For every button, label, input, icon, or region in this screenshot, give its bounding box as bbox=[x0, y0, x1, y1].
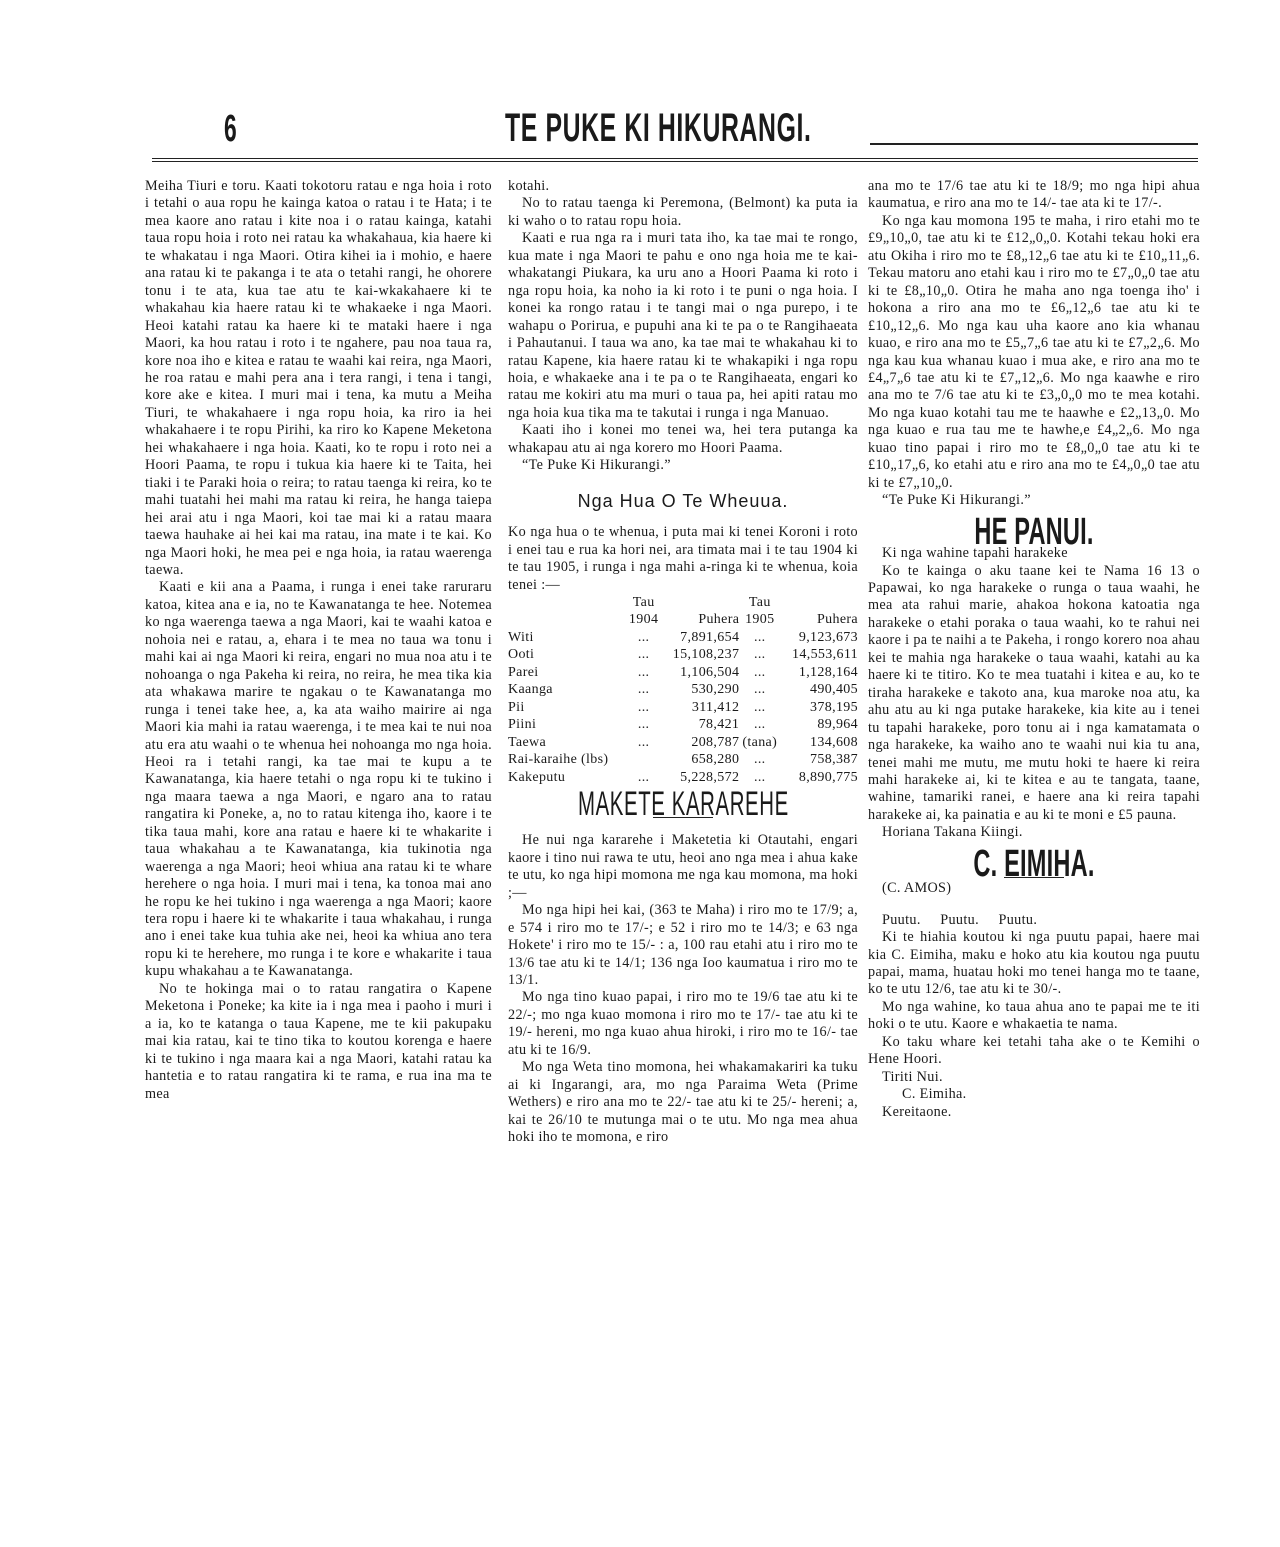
crop-name: Kaanga bbox=[508, 682, 553, 698]
leader-dots: ... bbox=[637, 664, 650, 680]
crop-name: Piini bbox=[508, 717, 537, 733]
leader-dots: ... bbox=[753, 769, 766, 785]
table-row bbox=[508, 629, 858, 646]
leader-dots bbox=[626, 751, 661, 768]
market-heading: MAKETE KARAREHE bbox=[578, 784, 789, 823]
ad-street: Tiriti Nui. bbox=[882, 1068, 943, 1085]
produce-table bbox=[508, 594, 858, 786]
column-1 bbox=[145, 178, 492, 1103]
table-row bbox=[508, 681, 858, 698]
leader-dots: ... bbox=[753, 682, 766, 698]
market-paragraph: Mo nga tino kuao papai, i riro mo te 19/6 tae atu ki te 22/-; mo nga kuao momona i riro mo te 17/- tae atu ki te 19/- hereni, mo nga kuao ahua hiroki, i riro mo te 16/- tae atu ki te 16/9. bbox=[508, 989, 858, 1058]
produce-heading: Nga Hua O Te Wheuua. bbox=[577, 490, 789, 511]
leader-dots: ... bbox=[637, 734, 650, 750]
value-1904: 15,108,237 bbox=[672, 647, 740, 663]
value-1905: 758,387 bbox=[810, 752, 858, 768]
table-row bbox=[508, 751, 858, 768]
value-1905: 89,964 bbox=[817, 717, 858, 733]
ad-heading: C. EIMIHA. bbox=[973, 842, 1095, 885]
leader-dots: ... bbox=[637, 647, 650, 663]
crop-name: Pii bbox=[508, 699, 525, 715]
article-paragraph: Kaati iho i konei mo tenei wa, hei tera putanga ka whakapau atu ai nga korero mo Hoori Paama. bbox=[508, 422, 858, 456]
crop-name: Ooti bbox=[508, 647, 535, 663]
table-row bbox=[508, 734, 858, 751]
ad-tagline: Puutu. Puutu. Puutu. bbox=[882, 911, 1038, 928]
leader-dots: ... bbox=[753, 664, 766, 680]
value-1905: 1,128,164 bbox=[798, 664, 858, 680]
article-paragraph: Kaati e rua nga ra i muri tata iho, ka tae mai te rongo, kua mate i nga Maori te pahu e ono nga hoia me te kai-whakatangi Piukara, ka uru ano a Hoori Paama ki roto i nga ropu hoia, ka noho ia ki roto i te puni o nga hoia. I konei ka rongo ratau i te tangi mai o nga purepo, i te wahapu o Porirua, e pupuhi ana ki te pa o te Rangihaeata i Pahautanui. I taua wa ano, ka tae mai te whakahau ki to ratau Kapene, kia haere ratau ki te whakapiki i nga ropu hoia, e whakaeke ana i te pa o te Rangihaeata, engari ko ratau me kokiri atu ma muri o taua pa, hei apiti ratau mo nga hoia kua tika ma te takutai i runga i nga Manuao. bbox=[508, 230, 858, 421]
value-1905: 378,195 bbox=[810, 699, 858, 715]
crop-name: Taewa bbox=[508, 734, 547, 750]
ad-subheading: (C. AMOS) bbox=[882, 880, 952, 897]
crop-name: Rai-karaihe (lbs) bbox=[508, 752, 609, 768]
value-1905: 134,608 bbox=[810, 734, 858, 750]
value-1904: 311,412 bbox=[691, 699, 740, 715]
crop-name: Witi bbox=[508, 629, 534, 645]
header-puhera-1905: Puhera bbox=[817, 612, 858, 628]
value-1905: 8,890,775 bbox=[798, 769, 858, 785]
value-1904: 208,787 bbox=[691, 734, 740, 750]
leader-dots: ... bbox=[753, 699, 766, 715]
leader-dots: ... bbox=[753, 717, 766, 733]
article-paragraph: kotahi. bbox=[508, 178, 550, 194]
newspaper-title: TE PUKE KI HIKURANGI. bbox=[505, 106, 812, 150]
market-paragraph: Mo nga Weta tino momona, hei whakamakariri ka tuku ai ki Ingarangi, ara, mo nga Paraima Weta (Prime Wethers) e riro ana mo te 22/- tae atu ki te 25/- hereni; a, kai te 26/10 te mutunga mai o te utu. Mo nga mea ahua hoki iho te momona, e riro bbox=[508, 1059, 858, 1146]
leader-dots: ... bbox=[637, 769, 650, 785]
notice-body: Ko te kainga o aku taane kei te Nama 16 13 o Papawai, ko nga harakeke o runga o taua waahi, he mea ata rahui marie, ahakoa hokona katoatia nga harakeke o etahi poraka o taua waahi, ko te rahui nei kaore i pa te naihi a te Pakeha, i rongo korero noa ahau kei te mahia nga harakeke o taua waahi, katahi au ka haere ki te titiro. Ko te mea tuatahi i kitea e au, ko te tiraha harakeke e takoto ana, kua maroke noa atu, ka ahu atu au ki nga putake harakeke, kia kite au i tenei tu tapahi harakeke, poro tonu ai i nga kamatamata o nga harakeke, ka waiho ano te waahi nui kia tu ana, tenei mahi me mutu, me mutu hoki te haere ki reira mahi harakeke ai, ki te kitea e au te tangata, taane, wahine, tamariki ranei, e haere ana ki reira tapahi harakeke ai, ka painatia e au ki te moni e £5 pauna. bbox=[868, 562, 1200, 823]
value-1905: 490,405 bbox=[810, 682, 858, 698]
ad-name: C. Eimiha. bbox=[902, 1086, 967, 1103]
header-tau-1904: Tau bbox=[632, 594, 655, 610]
value-1904: 7,891,654 bbox=[680, 629, 740, 645]
table-row bbox=[508, 646, 858, 663]
article-paragraph: No te hokinga mai o to ratau rangatira o Kapene Meketona i Poneke; ka kite ia i nga mea i paoho i muri i a ia, ko te katanga o taua Kapene, me te kii pakupaku mai kia ratau, kai te tino tika to koutou korenga e haere ki te tukino i nga maara kai a nga Maori, katahi ratau ka hantetia e to ratau rangatira ki te rama, e rua ina ma te mea bbox=[145, 980, 492, 1102]
article-signature: “Te Puke Ki Hikurangi.” bbox=[882, 492, 1031, 509]
article-signature: “Te Puke Ki Hikurangi.” bbox=[522, 457, 671, 474]
value-1904: 658,280 bbox=[691, 752, 740, 768]
table-row bbox=[508, 664, 858, 681]
crop-name: Kakeputu bbox=[508, 769, 566, 785]
value-1904: 530,290 bbox=[691, 682, 740, 698]
leader-dots: ... bbox=[637, 629, 650, 645]
value-1905: 14,553,611 bbox=[792, 647, 858, 663]
crop-name: Parei bbox=[508, 664, 539, 680]
market-paragraph: Ko nga kau momona 195 te maha, i riro etahi mo te £9„10„0, tae atu ki te £12„0„0. Kotahi tekau hoki era atu Okiha i riro mo te £8„12„6 tae atu ki te £10„11„6. Tekau matoru ano etahi kau i riro mo te £7„0„0 tae atu ki te £8„10„0. Otira he maha ano nga toenga iho' i hokona a riro ana mo te £6„12„6 tae atu ki te £10„12„6. Mo nga kau uha kaore ano kia whanau kuao, e riro ana mo te £5„7„6 tae atu ki te £7„2„6. Mo nga kau kua whanau kuao i mua ake, e riro ana mo te £4„7„6 tae atu ki te £7„12„6. Mo nga kaawhe e riro ana mo te 7/6 tae atu ki te £3„0„0 mo te mea kotahi. Mo nga kuao kotahi tau me te haawhe e £2„13„0. Mo nga kuao e rua tau me te hawhe,e £4„2„6. Mo nga kuao tino papai i riro mo te £8„0„0 tae atu ki te £10„17„6, ko etahi atu e riro ana mo te £4„0„0 tae atu ki te £7„10„0. bbox=[868, 212, 1200, 491]
header-puhera-1904: Puhera bbox=[698, 612, 740, 628]
ad-town: Kereitaone. bbox=[882, 1103, 952, 1120]
ad-paragraph: Ko taku whare kei tetahi taha ake o te Kemihi o Hene Hoori. bbox=[868, 1033, 1200, 1068]
article-paragraph: No to ratau taenga ki Peremona, (Belmont) ka puta ia ki waho o to ratau ropu hoia. bbox=[508, 195, 858, 229]
market-paragraph: ana mo te 17/6 tae atu ki te 18/9; mo nga hipi ahua kaumatua, e riro ana mo te 14/- tae ata ki te 17/-. bbox=[868, 178, 1200, 212]
notice-subheading: Ki nga wahine tapahi harakeke bbox=[882, 545, 1068, 562]
value-1904: 1,106,504 bbox=[680, 664, 740, 680]
page-number: 6 bbox=[224, 108, 237, 150]
ad-paragraph: Ki te hiahia koutou ki nga puutu papai, haere mai kia C. Eimiha, maku e hoko atu kia koutou nga puutu papai, mama, huatau hoki mo tenei hanga mo te taane, ko te utu 12/6, tae atu ki te 30/-. bbox=[868, 929, 1200, 998]
notice-signature: Horiana Takana Kiingi. bbox=[882, 824, 1023, 841]
leader-dots: ... bbox=[637, 699, 650, 715]
column-3 bbox=[868, 178, 1200, 1121]
title-rule bbox=[870, 143, 1198, 145]
market-paragraph: He nui nga kararehe i Maketetia ki Otautahi, engari kaore i tino nui rawa te utu, heoi ano nga mea i ahua kake te utu, ko nga hipi momona me nga kau momona, ma hoki ;— bbox=[508, 832, 858, 901]
column-2 bbox=[508, 178, 858, 1147]
leader-dots: ... bbox=[637, 682, 650, 698]
table-header-row bbox=[508, 594, 858, 611]
leader-dots: ... bbox=[753, 629, 766, 645]
article-paragraph: Kaati e kii ana a Paama, i runga i enei take raruraru katoa, kitea ana e ia, no te Kawanatanga te hee. Notemea ko nga waerenga taewa a nga Maori, kai te waahi katoa e nohoia nei e ratau, a, ehara i te mea no taua wa tonu i mahi kai ai nga Maori ki reira, engari no mua noa atu i te nohoanga o nga Pakeha ki reira, no reira, he mea tika kia ata whakawa marire te ngakau o te Kawanatanga mo runga i tenei take hee, a, ka ata waiho mairire ai nga Maori kia mahi ia ratau waerenga, i te mea kai te nui noa atu era atu waahi o te whenua hei nohoanga mo nga hoia. Heoi ra i tetahi rangi, ka tae mai te kupu a te Kawanatanga, kia haere tetahi o nga ropu ki te tukino i nga maara taewa a nga Maori, e ngaro ana to ratau rangatira ki Poneke, a, no to ratau kitenga iho, kaore i te tika taua mahi, kore ana ratau e haere ki te whakarite i taua whakahau a te Kawanatanga, kia tukinotia nga waerenga a nga Maori; heoi whiua ana ratau ki te whare herehere o nga hoia. I muri mai i tena, ka tonoa mai ano he ropu ke hei tukino i nga waerenga a nga Maori; kaore tera ropu i haere ki te whakarite i taua whakahau, i runga ano i enei take kua tuhia ake nei, heoi ka whiua ano tera ropu ki te herehere, mo runga i te kore e whakarite i taua kupu whakahau a te Kawanatanga. bbox=[145, 579, 492, 980]
table-header-row bbox=[508, 611, 858, 628]
value-1904: 5,228,572 bbox=[680, 769, 740, 785]
ad-paragraph: Mo nga wahine, ko taua ahua ano te papai me te iti hoki o te utu. Kaore e whakaetia te nama. bbox=[868, 998, 1200, 1033]
table-row bbox=[508, 699, 858, 716]
header-year-1904: 1904 bbox=[628, 612, 659, 628]
header-year-1905: 1905 bbox=[745, 612, 775, 628]
header-double-rule bbox=[152, 158, 1198, 162]
article-paragraph: Meiha Tiuri e toru. Kaati tokotoru ratau e nga hoia i roto i tetahi o aua ropu he kainga katoa o ratau i te Hata; i te mea kaore ano ratau i kite noa i o ratau kainga, katahi taua ropu hoia i roto nei ratau ka whakahaua, kia haere ki te whakatau i nga Maori. Otira kihei ia i mohio, e haere ana ratau ki te pakanga i te ata o tetahi rangi, he ohorere tonu i te ata, kua tae atu te kai-wkakahaere ki te whakahau kia haere ratau ki te whakaeke i nga Maori. Heoi katahi ratau ka haere ki te mataki haere i nga Maori, ka hou ratau i roto i te ngahere, pau noa taua ra, kore noa iho e kitea e ratau te waahi kai reira, nga Maori, he roa ratau e mahi pera ana i tera rangi, i tena i tangi, kore ake e kitea. I muri mai i tena, ka mutu a Meiha Tiuri, te whakahaere i nga ropu hoia, ka riro ia hei whakahaere i te ropu Pirihi, ka riro ko Kapene Meketona hei whakahaere i nga hoia. Kaati, ko te ropu i roto nei a Hoori Paama, te ropu i tukua kia haere ki te Taita, hei tiaki i te Paraki hoia o reira; to ratau taenga ki reira, ko te mahi tuatahi hei mahi ma ratau ki reira, he hanga taiepa hei arai atu i nga Maori, koi tae mai ki a ratau maara taewa hauhake ai hei kai ma ratau, ina mate i te kai. Ko nga Maori hoki, he mea pei e nga hoia, ia ratau waerenga taewa. bbox=[145, 178, 492, 578]
leader-dots: (tana) bbox=[742, 734, 778, 750]
header-tau-1905: Tau bbox=[748, 594, 771, 610]
notice-heading: HE PANUI. bbox=[974, 510, 1094, 553]
value-1905: 9,123,673 bbox=[798, 629, 858, 645]
table-row bbox=[508, 769, 858, 786]
value-1904: 78,421 bbox=[698, 717, 740, 733]
leader-dots: ... bbox=[753, 647, 766, 663]
table-row bbox=[508, 716, 858, 733]
leader-dots: ... bbox=[753, 752, 766, 768]
leader-dots: ... bbox=[637, 717, 650, 733]
produce-intro: Ko nga hua o te whenua, i puta mai ki tenei Koroni i roto i enei tau e rua ka hori nei, ara timata mai i te tau 1904 ki te tau 1905, i runga i nga mahi a-ringa ki te whenua, koia tenei :— bbox=[508, 524, 858, 593]
market-paragraph: Mo nga hipi hei kai, (363 te Maha) i riro mo te 17/9; a, e 574 i riro mo te 17/-; e 52 i riro mo te 14/3; e 63 nga Hokete' i riro mo te 15/- : a, 100 rau etahi atu i riro mo te 13/6 tae atu ki te 14/1; 136 nga Ioo kaumatua i riro mo te 13/1. bbox=[508, 902, 858, 989]
